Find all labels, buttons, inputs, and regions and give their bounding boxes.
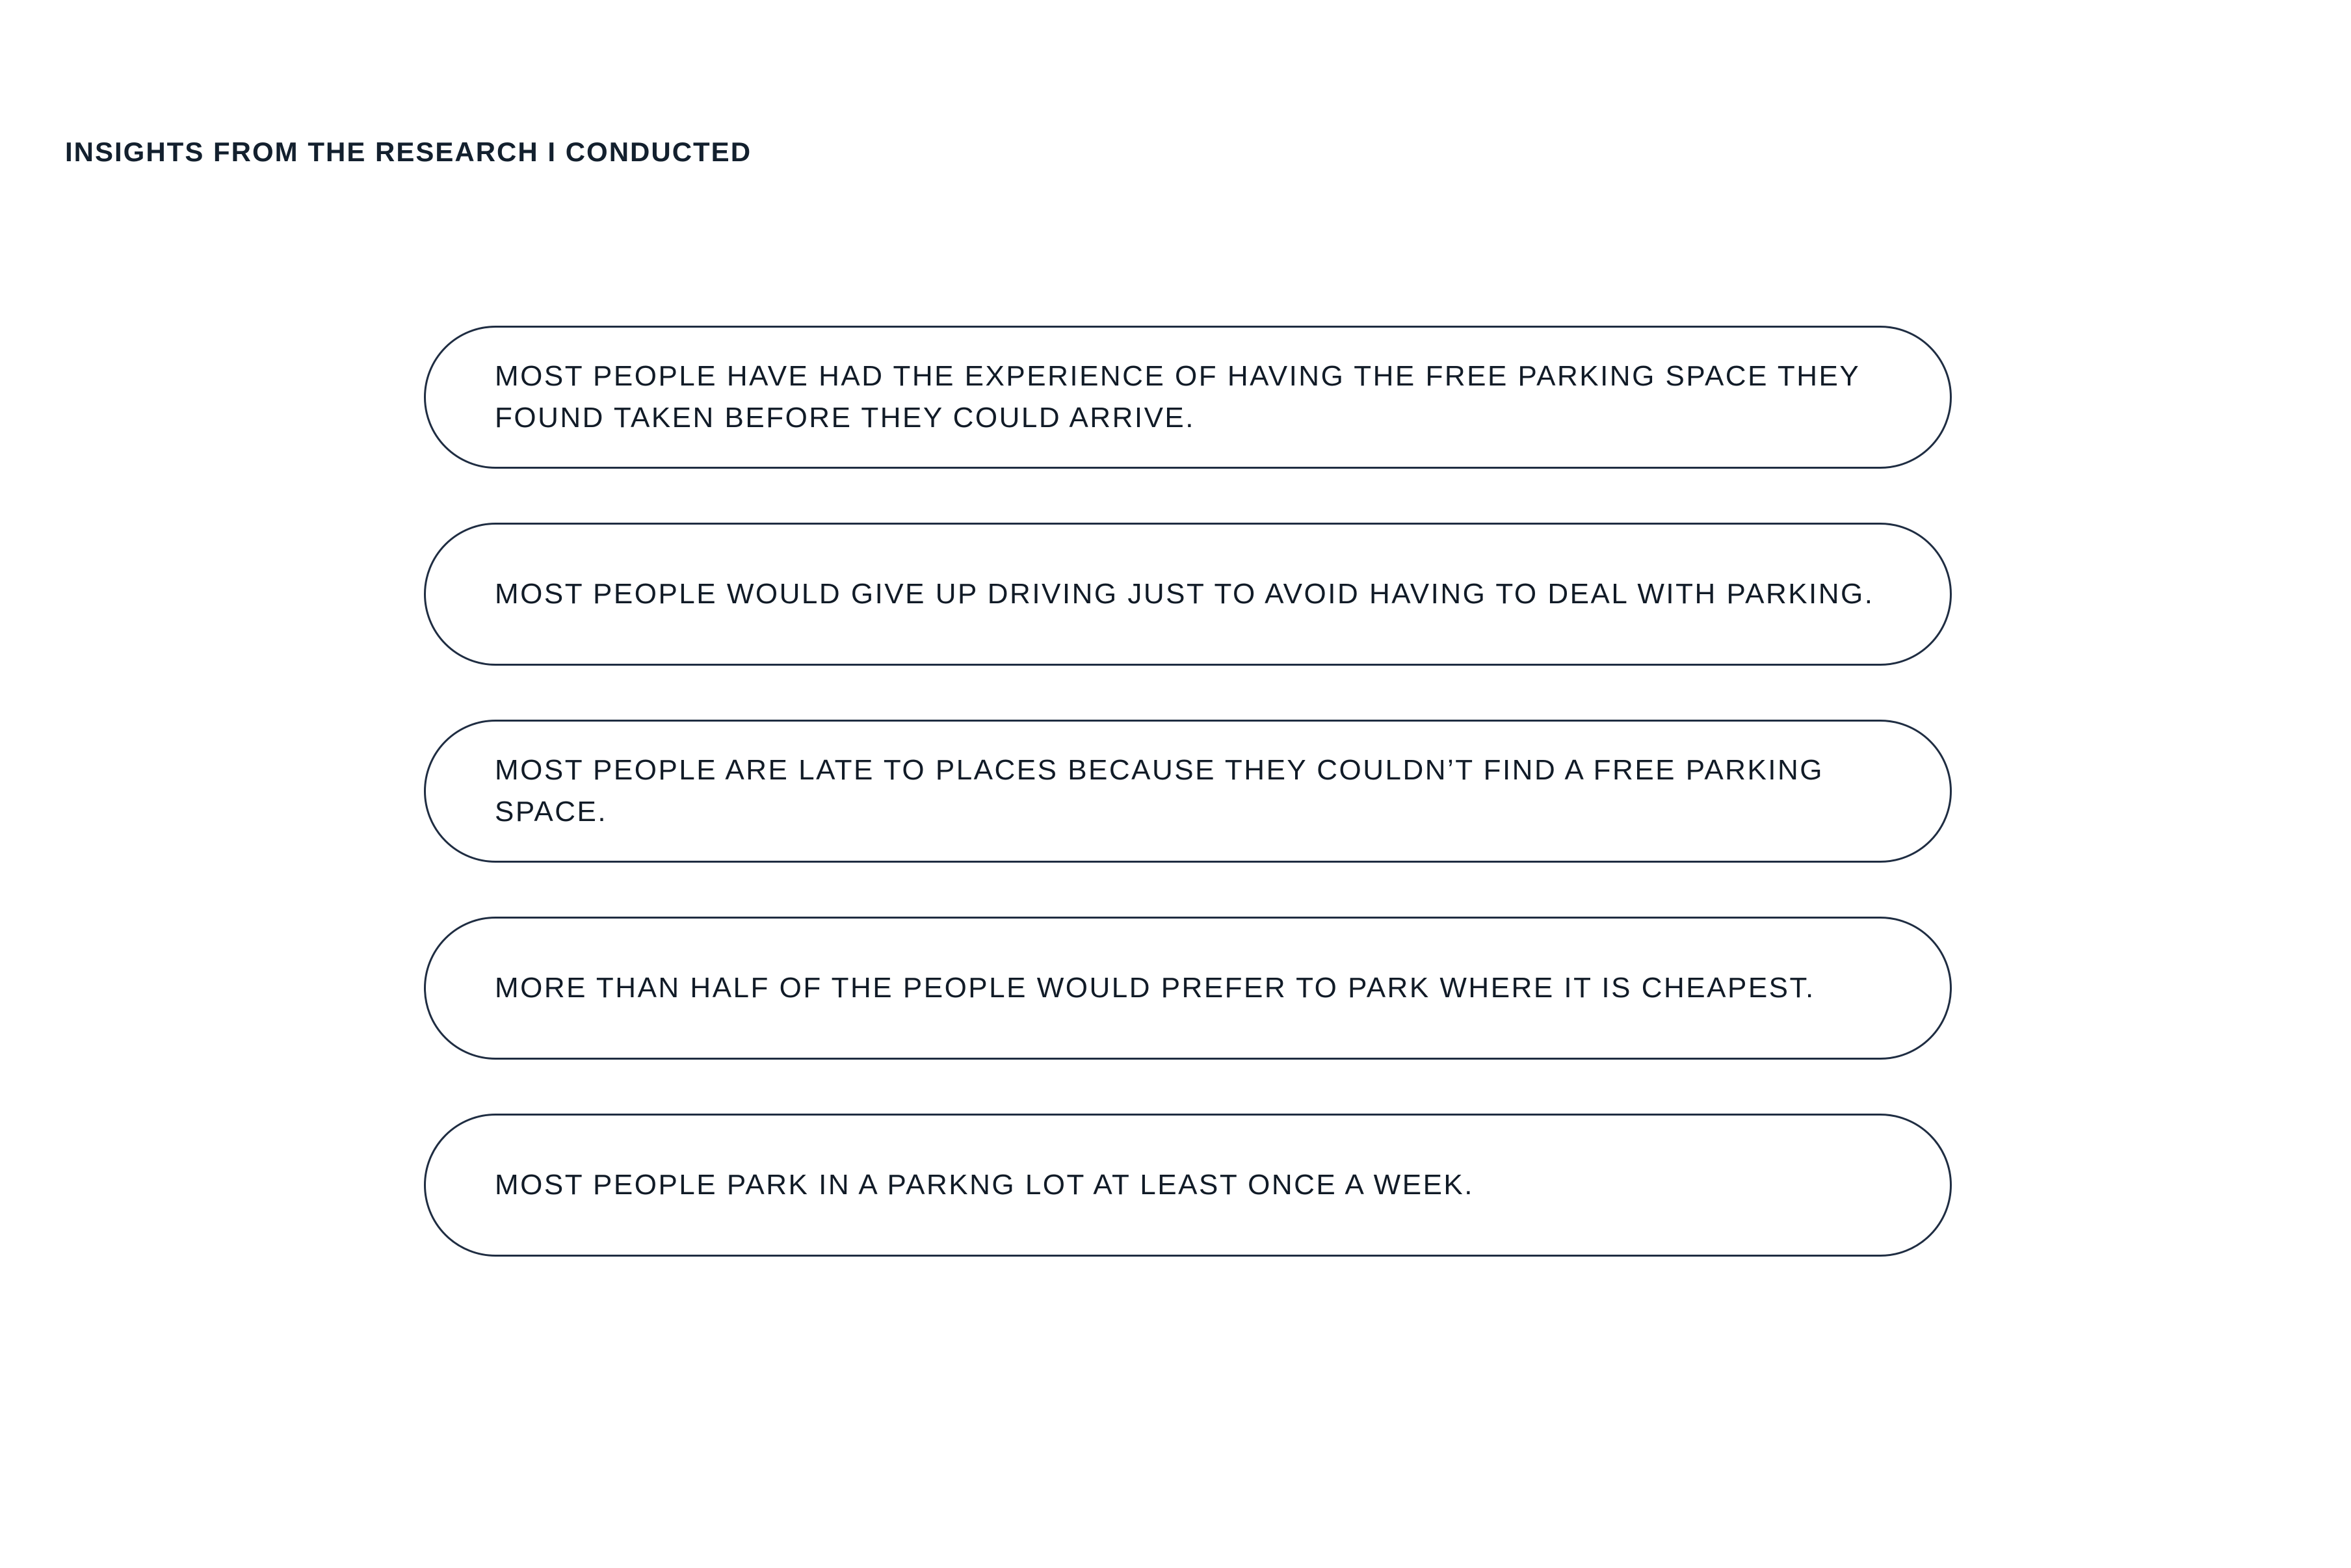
page-title: INSIGHTS FROM THE RESEARCH I CONDUCTED — [65, 137, 752, 167]
insight-text: MOST PEOPLE ARE LATE TO PLACES BECAUSE THEY COULDN’T FIND A FREE PARKING SPACE. — [495, 754, 1824, 828]
insights-list — [424, 326, 1952, 1311]
insight-card — [424, 523, 1952, 666]
insight-text: MORE THAN HALF OF THE PEOPLE WOULD PREFER TO PARK WHERE IT IS CHEAPEST. — [495, 972, 1815, 1004]
insight-text: MOST PEOPLE HAVE HAD THE EXPERIENCE OF HAVING THE FREE PARKING SPACE THEY FOUND TAKEN BEFORE THEY COULD ARRIVE. — [495, 360, 1860, 434]
insight-card — [424, 720, 1952, 863]
insight-card — [424, 326, 1952, 469]
insight-card — [424, 917, 1952, 1060]
insight-card — [424, 1114, 1952, 1257]
insight-text: MOST PEOPLE PARK IN A PARKNG LOT AT LEAST ONCE A WEEK. — [495, 1169, 1474, 1201]
insight-text: MOST PEOPLE WOULD GIVE UP DRIVING JUST TO AVOID HAVING TO DEAL WITH PARKING. — [495, 578, 1874, 610]
